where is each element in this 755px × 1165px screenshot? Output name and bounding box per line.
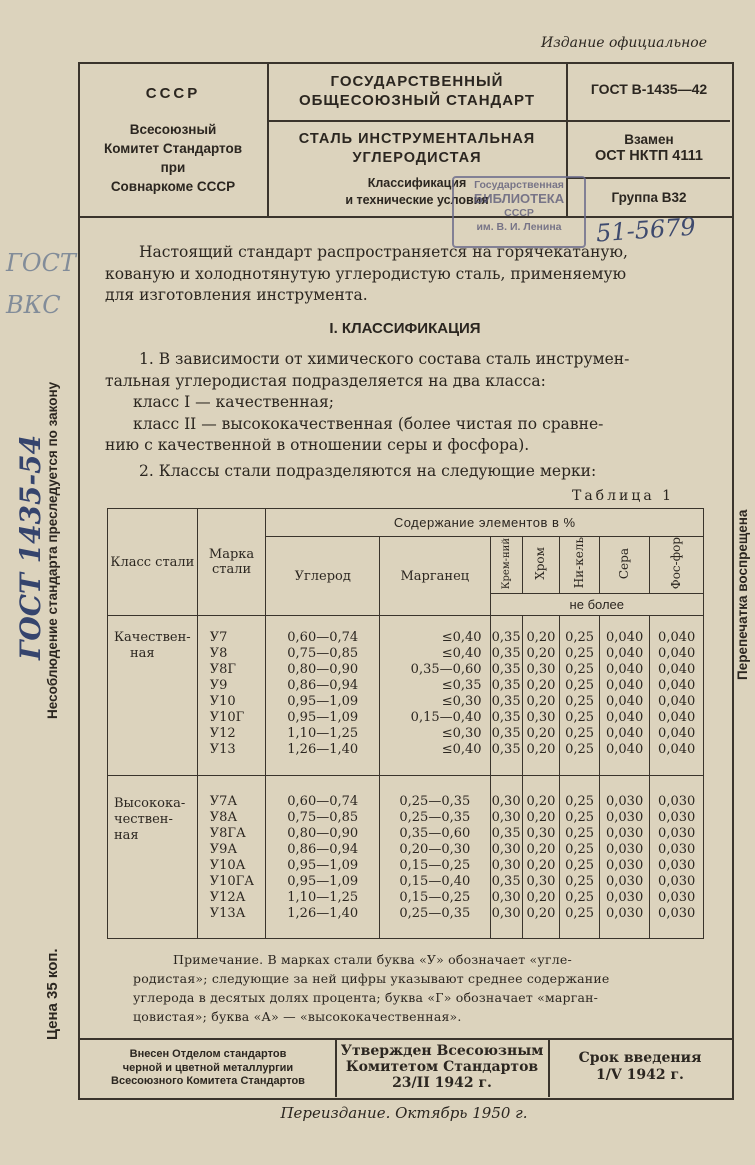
gost-number: ГОСТ В-1435—42 bbox=[590, 81, 708, 97]
law-warning-vertical: Несоблюдение стандарта преследуется по закону bbox=[45, 381, 60, 719]
nickel-quality: 0,25 0,25 0,25 0,25 0,25 0,25 0,25 0,25 bbox=[560, 616, 600, 776]
sulfur-quality: 0,040 0,040 0,040 0,040 0,040 0,040 0,040 0,040 bbox=[599, 616, 649, 776]
intro-paragraph: Настоящий стандарт распространяется на горячекатаную, кованую и холоднотянутую углеродистую сталь, применяемую для изготовления инструмента. bbox=[105, 243, 628, 304]
standard-type: ГОСУДАРСТВЕННЫЙ ОБЩЕСОЮЗНЫЙ СТАНДАРТ bbox=[298, 73, 536, 109]
header-silicon: Крем-ний bbox=[490, 537, 522, 594]
header-not-more: не более bbox=[490, 594, 703, 616]
approved-by: Утвержден Всесоюзным Комитетом Стандартов 23/II 1942 г. bbox=[340, 1043, 544, 1091]
header-content: Содержание элементов в % bbox=[266, 509, 704, 537]
header-nickel: Ни-кель bbox=[560, 537, 600, 594]
effective-date: Срок введения 1/V 1942 г. bbox=[578, 1050, 702, 1083]
header-carbon: Углерод bbox=[266, 537, 380, 616]
standard-title: СТАЛЬ ИНСТРУМЕНТАЛЬНАЯ УГЛЕРОДИСТАЯ bbox=[298, 131, 536, 166]
replaces-block: Взамен ОСТ НКТП 4111 bbox=[595, 132, 703, 164]
silicon-quality: 0,35 0,35 0,35 0,35 0,35 0,35 0,35 0,35 bbox=[490, 616, 522, 776]
ussr-label: СССР bbox=[145, 85, 201, 102]
header-hline-1 bbox=[267, 120, 730, 122]
grades-quality: У7 У8 У8Г У9 У10 У10Г У12 У13 bbox=[197, 616, 266, 776]
manganese-high-quality: 0,25—0,35 0,25—0,35 0,35—0,60 0,20—0,30 0,15—0,25 0,15—0,40 0,15—0,25 0,25—0,35 bbox=[380, 776, 490, 939]
reprint-note: Переиздание. Октябрь 1950 г. bbox=[280, 1104, 528, 1122]
manganese-quality: ≤0,40 ≤0,40 0,35—0,60 ≤0,35 ≤0,30 0,15—0,40 ≤0,30 ≤0,40 bbox=[380, 616, 490, 776]
class-high-quality: Высокока- чествен- ная bbox=[108, 776, 198, 939]
header-chrome: Хром bbox=[522, 537, 560, 594]
chrome-high-quality: 0,20 0,20 0,30 0,20 0,20 0,30 0,20 0,20 bbox=[522, 776, 560, 939]
section-title: I. КЛАССИФИКАЦИЯ bbox=[329, 320, 481, 337]
paragraph-2: 2. Классы стали подразделяются на следующие мерки: bbox=[139, 462, 597, 480]
library-stamp: Государственная БИБЛИОТЕКА СССР им. В. И. Ленина bbox=[452, 176, 586, 248]
group-label: Группа В32 bbox=[611, 190, 687, 205]
header-manganese: Марганец bbox=[380, 537, 490, 616]
header-grade: Марка стали bbox=[197, 509, 266, 616]
handwritten-inventory-number: 51-5679 bbox=[595, 212, 697, 248]
edition-label: Издание официальное bbox=[540, 35, 707, 51]
margin-handwriting: ГОСТ ВКС bbox=[6, 249, 76, 319]
margin-handwritten-gost: ГОСТ 1435-54 bbox=[14, 434, 47, 660]
header-hline-2 bbox=[566, 177, 730, 179]
phosphorus-high-quality: 0,030 0,030 0,030 0,030 0,030 0,030 0,030 0,030 bbox=[650, 776, 704, 939]
carbon-high-quality: 0,60—0,74 0,75—0,85 0,80—0,90 0,86—0,94 0,95—1,09 0,95—1,09 1,10—1,25 1,26—1,40 bbox=[266, 776, 380, 939]
table-note: Примечание. В марках стали буква «У» обозначает «угле- родистая»; следующие за ней цифры указывают среднее содержание углерода в десятых долях процента; буква «Г» обозначает «марган- цовистая»; буква «А» — «высококачественная». bbox=[133, 952, 610, 1024]
header-sulfur: Сера bbox=[599, 537, 649, 594]
sulfur-high-quality: 0,030 0,030 0,030 0,030 0,030 0,030 0,030 0,030 bbox=[599, 776, 649, 939]
footer-top-line bbox=[78, 1038, 732, 1040]
nickel-high-quality: 0,25 0,25 0,25 0,25 0,25 0,25 0,25 0,25 bbox=[560, 776, 600, 939]
header-class: Класс стали bbox=[108, 509, 198, 616]
price-label: Цена 35 коп. bbox=[44, 948, 61, 1040]
chrome-quality: 0,20 0,20 0,30 0,20 0,20 0,30 0,20 0,20 bbox=[522, 616, 560, 776]
class-quality: Качествен- ная bbox=[108, 616, 198, 776]
phosphorus-quality: 0,040 0,040 0,040 0,040 0,040 0,040 0,040 0,040 bbox=[650, 616, 704, 776]
paragraph-1: 1. В зависимости от химического состава сталь инструмен- тальная углеродистая подразделяется на два класса: класс I — качественная; класс II — высококачественная (более чистая по сравне- нию с качественной в отношении серы и фосфора). bbox=[105, 350, 630, 454]
steel-table bbox=[107, 508, 704, 939]
reprint-forbidden-vertical: Перепечатка воспрещена bbox=[735, 509, 750, 680]
standard-subtitle: Классификация и технические условия bbox=[345, 176, 489, 207]
carbon-quality: 0,60—0,74 0,75—0,85 0,80—0,90 0,86—0,94 0,95—1,09 0,95—1,09 1,10—1,25 1,26—1,40 bbox=[266, 616, 380, 776]
grades-high-quality: У7А У8А У8ГА У9А У10А У10ГА У12А У13А bbox=[197, 776, 266, 939]
silicon-high-quality: 0,30 0,30 0,35 0,30 0,30 0,35 0,30 0,30 bbox=[490, 776, 522, 939]
table-label: Таблица 1 bbox=[572, 488, 675, 504]
header-phosphorus: Фос-фор bbox=[650, 537, 704, 594]
committee-block: Всесоюзный Комитет Стандартов при Совнаркоме СССР bbox=[103, 122, 243, 194]
submitted-by: Внесен Отделом стандартов черной и цветной металлургии Всесоюзного Комитета Стандартов bbox=[111, 1048, 305, 1087]
